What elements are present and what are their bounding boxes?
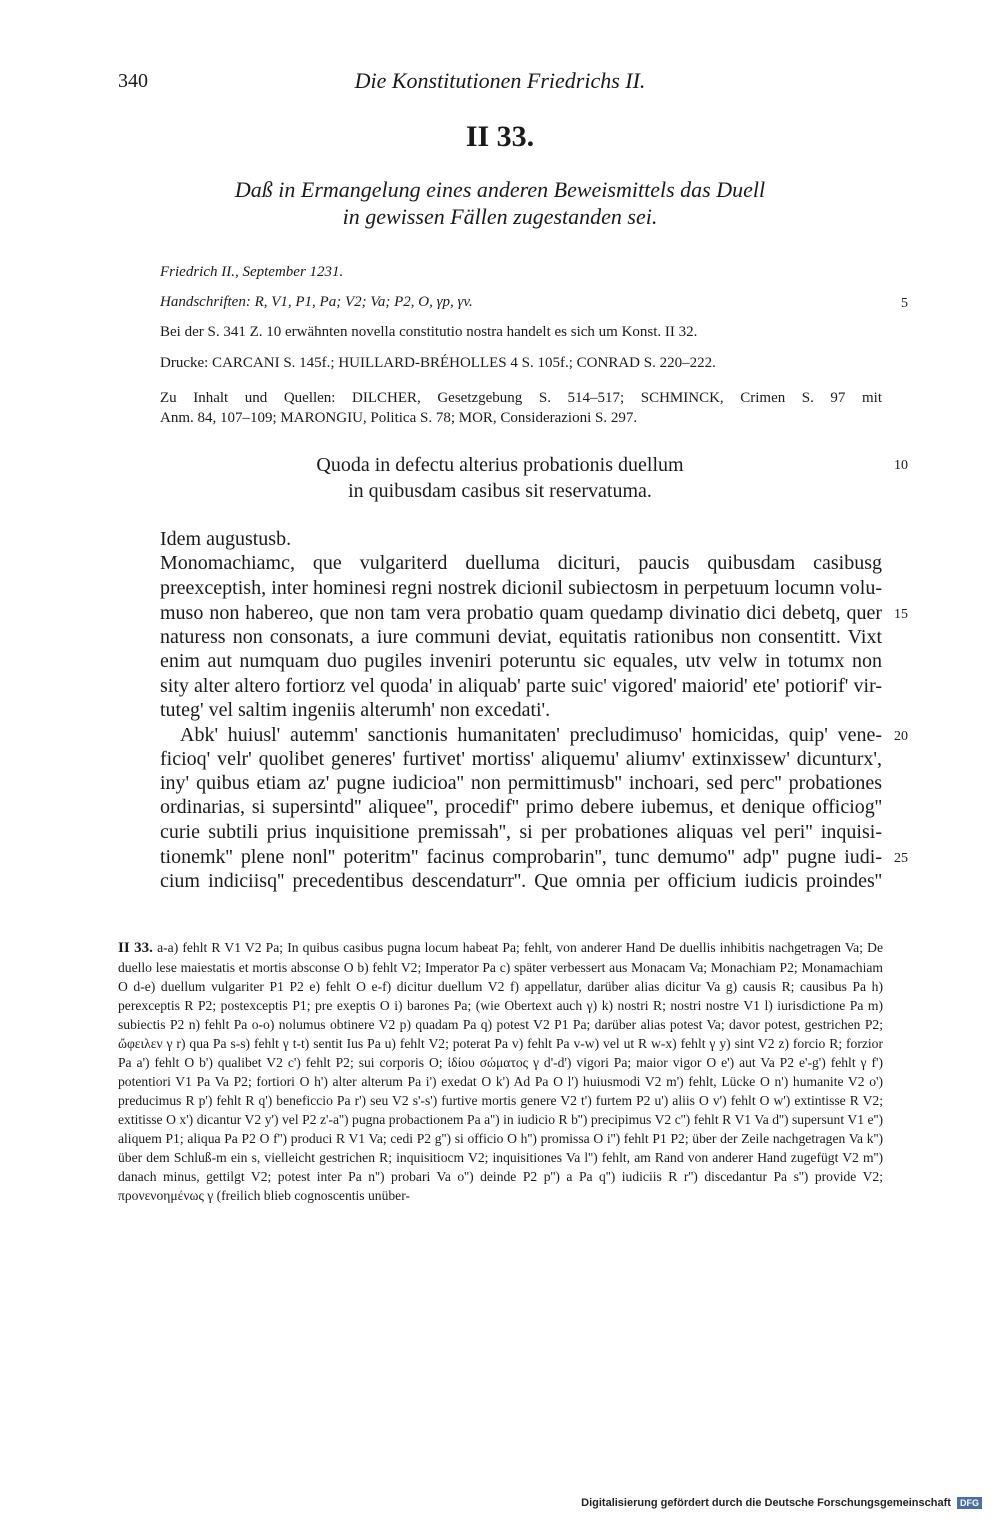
body-line: cium indiciisq'' precedentibus descendaturr''. Que omnia per officium iudicis proindes'' <box>160 870 882 892</box>
meta-date: Friedrich II., September 1231. <box>160 264 344 280</box>
line-number: 10 <box>894 458 908 473</box>
body-line: muso non habereo, que non tam vera probatio quam quedamp divinatio dici debetq, quer <box>160 602 882 624</box>
body-line: curie subtili prius inquisitione premissah'', si per probationes aliquas vel peri'' inquisi- <box>160 821 882 843</box>
latin-heading-line-2: in quibusdam casibus sit reservatuma. <box>348 480 652 502</box>
latin-heading-line-1: Quoda in defectu alterius probationis duellum <box>316 454 684 476</box>
running-head: Die Konstitutionen Friedrichs II. <box>354 68 646 93</box>
line-number: 5 <box>901 296 908 311</box>
body-line: ordinarias, si supersintd'' aliquee'', procedif'' primo debere iubemus, et denique officiog'' <box>160 796 882 818</box>
body-line: Monomachiamc, que vulgariterd duelluma dicituri, paucis quibusdam casibusg <box>160 552 882 574</box>
dfg-logo: DFG <box>957 1497 982 1509</box>
meta-manuscripts: Handschriften: R, V1, P1, Pa; V2; Va; P2, O, γp, γv. <box>160 294 473 310</box>
meta-sources-line-1: Zu Inhalt und Quellen: DILCHER, Gesetzgebung S. 514–517; SCHMINCK, Crimen S. 97 mit <box>160 390 882 406</box>
meta-reference: Bei der S. 341 Z. 10 erwähnten novella constitutio nostra handelt es sich um Konst. II 32. <box>160 324 698 340</box>
body-line: naturess non consonats, a iure communi deviat, equitatis rationibus non consentitt. Vixt <box>160 626 882 648</box>
footer-text: Digitalisierung gefördert durch die Deutsche Forschungsgemeinschaft <box>581 1497 951 1509</box>
body-line: sity alter altero fortiorz vel quoda' in aliquab' parte suic' vigored' maiorid' ete' potiorif' vir- <box>160 675 882 697</box>
latin-heading <box>0 452 1000 504</box>
section-number: II 33. <box>465 120 535 153</box>
body-line: ficioq' velr' quolibet generes' furtivet' mortiss' aliquemu' aliumv' extinxissew' dicunturx', <box>160 748 882 770</box>
body-line: tuteg' vel saltim ingeniis alterumh' non excedati'. <box>160 699 551 721</box>
body-line: preexceptish, inter hominesi regni nostrek dicionil subiectosm in perpetuum locumn volu- <box>160 577 882 599</box>
critical-apparatus <box>118 938 883 1205</box>
body-line: Abk' huiusl' autemm' sanctionis humanitaten' precludimuso' homicidas, quip' vene- <box>180 724 882 746</box>
meta-sources <box>160 388 882 428</box>
line-number: 25 <box>894 851 908 866</box>
apparatus-label: II 33. <box>118 940 153 956</box>
line-number: 15 <box>894 607 908 622</box>
body-line: iny' quibus etiam az' pugne iudicioa'' non permittimusb'' inchoari, sed perc'' probationes <box>160 772 882 794</box>
body-opening: Idem augustusb. <box>160 528 292 550</box>
apparatus-text: a-a) fehlt R V1 V2 Pa; In quibus casibus pugna locum habeat Pa; fehlt, von anderer Hand De duellis inhibitis nachgetragen Va; De duello lese maiestatis et mortis absconse O b) fehlt V2; Imperator Pa c) später verbessert aus Monacam Va; Monachiam P2; Monamachiam O d-e) duellum vulgariter P1 P2 e) fehlt O e-f) dicitur duellum V2 f) appellatur, darüber alias dicitur Va g) causis R; causibus Pa h) perexceptis R P2; postexceptis P1; pre exeptis O i) barones Pa; (wie Obertext auch γ) k) nostri R; nostri nostre V1 l) iurisdictione Pa m) subiectis P2 n) fehlt Pa o-o) nolumus obtinere V2 p) quadam Pa q) potest V2 P1 Pa; darüber alias potest Va; davor potest, gestrichen P2; ὤφειλεν γ r) qua Pa s-s) fehlt γ t-t) sentit Ius Pa u) fehlt V2; poterat Pa v) fehlt Pa v-w) vel ut R w-x) fehlt γ y) sint V2 z) forcio R; forzior Pa a') fehlt O b') qualibet V2 c') fehlt P2; sui corporis O; ἰδίου σώματος γ d'-d') vigori Pa; maior vigor O e') aut Va P2 e'-g') fehlt γ f') potentiori V1 Pa Va P2; fortiori O h') alter alterum Pa i') exedat O k') Ad Pa O l') huiusmodi V2 m') fehlt, Lücke O n') humanite V2 o') preducimus R p') fehlt R q') beneficcio Pa r') seu V2 s'-s') furtive mortis genere V2 t') furtem P2 u') aliis O v') fehlt O w') extintisse R V2; extitisse O x') dicantur V2 y') vel P2 z'-a'') pugna probactionem Pa a'') in iudicio R b'') precipimus V2 c'') fehlt R V1 Va d'') supersunt V1 e'') aliquem P1; aliqua Pa P2 O f'') produci R V1 Va; cedi P2 g'') si officio O h'') promissa O i'') fehlt P1 P2; über der Zeile nachgetragen Va k'') über dem Schluß-m ein s, vielleicht gestrichen R; inquisitiocm V2; inquisitiones Va l'') fehlt, am Rand von anderer Hand zugefügt V2 m'') danach minus, gettilgt V2; potest inter Pa n'') probari Va o'') deinde P2 p'') a Pa q'') iudiciis R r'') discedantur Pa s'') provide V2; προνενοημένως γ (freilich blieb cognoscentis unüber- <box>118 940 883 1203</box>
section-title <box>0 176 1000 230</box>
body-line: enim aut numquam duo pugiles inveniri poteruntu sic equales, utv velw in totumx non <box>160 650 882 672</box>
meta-prints: Drucke: CARCANI S. 145f.; HUILLARD-BRÉHOLLES 4 S. 105f.; CONRAD S. 220–222. <box>160 355 716 371</box>
page-number: 340 <box>118 70 148 92</box>
footer-credit <box>581 1497 982 1509</box>
body-line: tionemk'' plene nonl'' poteritm'' facinus comprobarin'', tunc demumo'' adp'' pugne iudi- <box>160 846 882 868</box>
section-title-line-2: in gewissen Fällen zugestanden sei. <box>342 204 658 229</box>
meta-sources-line-2: Anm. 84, 107–109; MARONGIU, Politica S. 78; MOR, Considerazioni S. 297. <box>160 410 638 426</box>
line-number: 20 <box>894 729 908 744</box>
section-title-line-1: Daß in Ermangelung eines anderen Beweismittels das Duell <box>234 177 766 202</box>
